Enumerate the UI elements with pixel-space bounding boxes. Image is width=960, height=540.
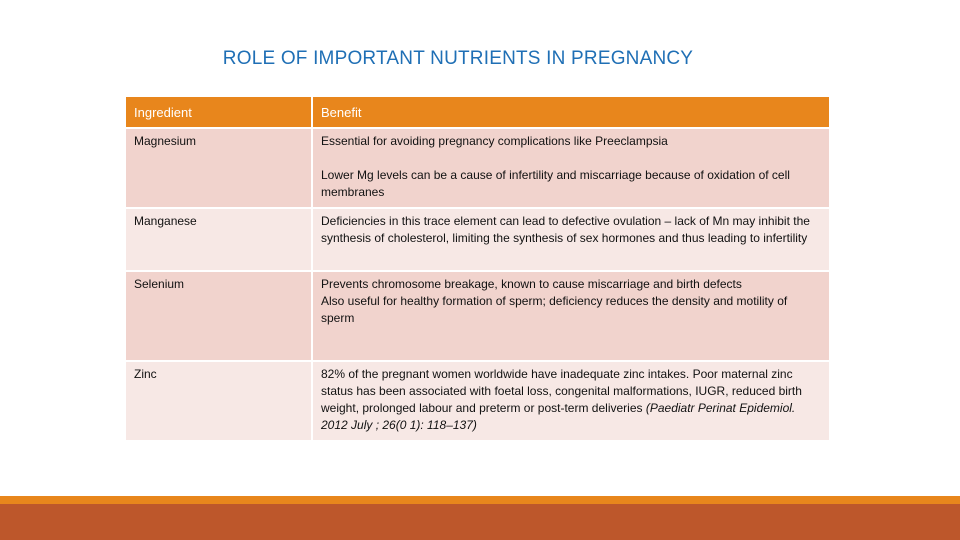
ingredient-cell: Selenium: [126, 271, 312, 361]
benefit-text: 82% of the pregnant women worldwide have inadequate zinc intakes. Poor maternal zinc status has been associated with foetal loss, congenital malformations, IUGR, reduced birth weight, prolonged labour and preterm or post-term deliveries: [321, 367, 802, 415]
citation-text: (Paediatr Perinat Epidemiol. 2012 July ; 26(0 1): 118–137): [321, 401, 796, 432]
ingredient-cell: Manganese: [126, 208, 312, 271]
table-row: [126, 271, 829, 361]
benefit-text: Essential for avoiding pregnancy complications like Preeclampsia: [321, 134, 668, 148]
benefit-cell: [312, 271, 829, 361]
table-row: [126, 208, 829, 271]
benefit-cell: [312, 128, 829, 208]
footer-band: [0, 504, 960, 540]
footer-accent-band: [0, 496, 960, 504]
benefit-text: Deficiencies in this trace element can lead to defective ovulation – lack of Mn may inhibit the synthesis of cholesterol, limiting the synthesis of sex hormones and thus leading to infertility: [321, 214, 810, 245]
benefit-cell: [312, 361, 829, 440]
table-header-row: [126, 97, 829, 128]
column-header-benefit: Benefit: [312, 97, 829, 128]
nutrients-table: [126, 97, 829, 440]
benefit-text: Lower Mg levels can be a cause of infertility and miscarriage because of oxidation of cell membranes: [321, 168, 790, 199]
ingredient-cell: Zinc: [126, 361, 312, 440]
benefit-text: Also useful for healthy formation of sperm; deficiency reduces the density and motility of sperm: [321, 294, 788, 325]
column-header-ingredient: Ingredient: [126, 97, 312, 128]
table-row: [126, 361, 829, 440]
benefit-text: Prevents chromosome breakage, known to cause miscarriage and birth defects: [321, 277, 742, 291]
benefit-cell: [312, 208, 829, 271]
slide-title: ROLE OF IMPORTANT NUTRIENTS IN PREGNANCY: [222, 48, 694, 69]
ingredient-cell: Magnesium: [126, 128, 312, 208]
table-row: [126, 128, 829, 208]
